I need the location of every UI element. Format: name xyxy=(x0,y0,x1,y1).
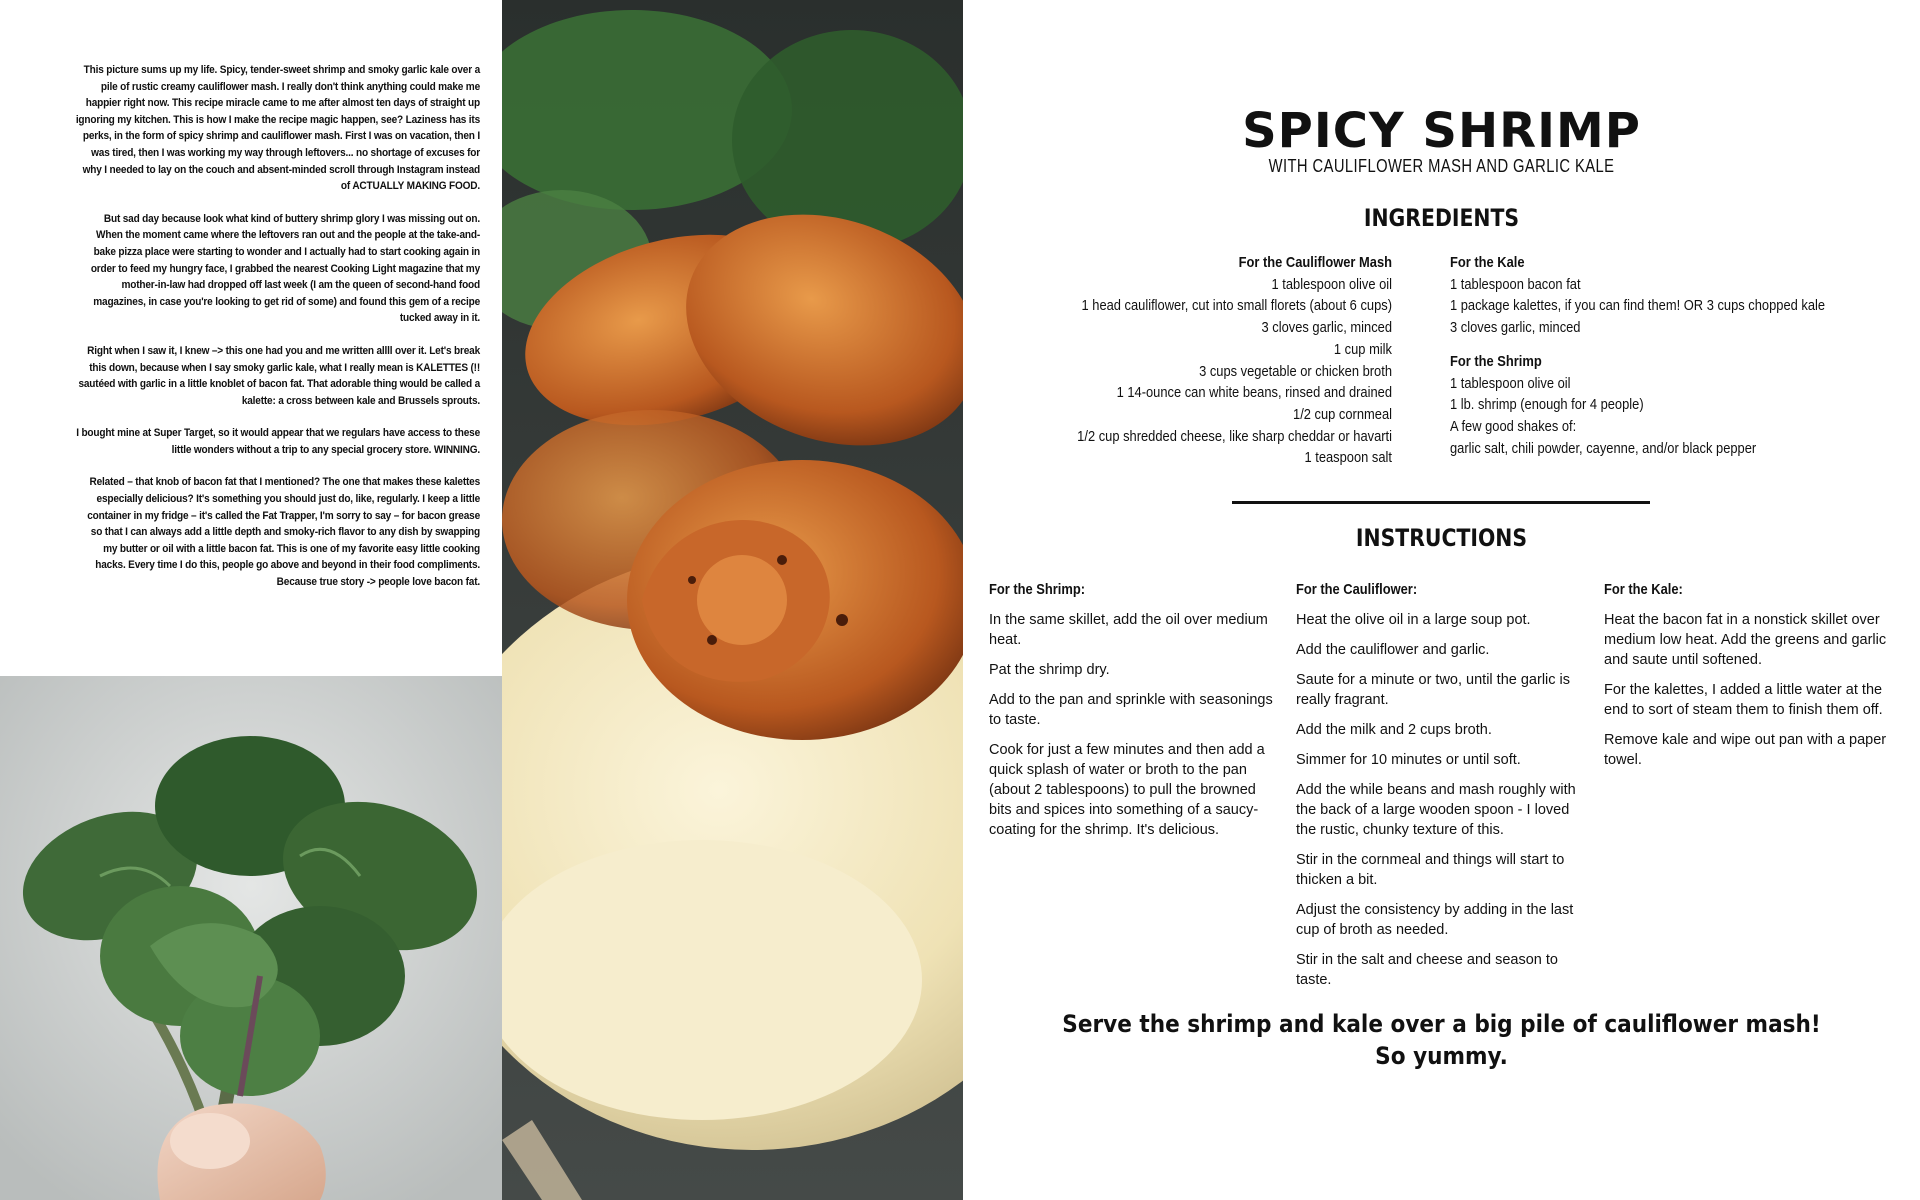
instruction-step: Heat the bacon fat in a nonstick skillet over medium low heat. Add the greens and garlic and saute until softened. xyxy=(1604,612,1887,668)
instruction-column-heading: For the Shrimp: xyxy=(989,581,1086,598)
instruction-step: Stir in the salt and cheese and season to taste. xyxy=(1296,952,1558,988)
ingredient-item: 3 cloves garlic, minced xyxy=(1450,319,1581,337)
serving-line-2: So yummy. xyxy=(1375,1042,1508,1070)
instruction-column-heading: For the Kale: xyxy=(1604,581,1683,598)
serving-note xyxy=(1011,1008,1872,1072)
ingredient-item: 1 head cauliflower, cut into small florets (about 6 cups) xyxy=(1081,297,1392,315)
ingredient-item: garlic salt, chili powder, cayenne, and/or black pepper xyxy=(1450,439,1757,457)
recipe-subtitle: WITH CAULIFLOWER MASH AND GARLIC KALE xyxy=(1268,156,1615,176)
story-paragraph-5: Related – that knob of bacon fat that I mentioned? The one that makes these kalettes especially delicious? It's something you should just do, like, regularly. I keep a little container in my fridge – it's called the Fat Trapper, I'm sorry to say – for bacon grease so that I can always add a little depth and smoky-rich flavor to any dish by swapping my butter or oil with a little bacon fat. This is one of my favorite easy little cooking hacks. Every time I do this, people go above and beyond in their food compliments. Because true story -> people love bacon fat. xyxy=(87,476,480,589)
recipe-page xyxy=(963,0,1920,1200)
instruction-step: Add the cauliflower and garlic. xyxy=(1296,642,1490,658)
instruction-column-heading: For the Cauliflower: xyxy=(1296,581,1418,598)
story-paragraph-3: Right when I saw it, I knew –> this one had you and me written allll over it. Let's break this down, because when I say smoky garlic kale, what I really mean is KALETTES (!! sautéed with garlic in a little knoblet of bacon fat. That adorable thing would be called a kalette: a cross between kale and Brussels sprouts. xyxy=(78,344,481,407)
story-text xyxy=(75,62,480,607)
ingredient-item: 1/2 cup cornmeal xyxy=(1293,405,1392,423)
ingredient-item: 1 lb. shrimp (enough for 4 people) xyxy=(1450,396,1644,414)
ingredient-item: 1 tablespoon olive oil xyxy=(1450,374,1571,392)
story-paragraph-2: But sad day because look what kind of buttery shrimp glory I was missing out on. When the moment came where the leftovers ran out and the people at the take-and-bake pizza place were starting to wonder and I actually had to start cooking again in order to feed my hungry face, I grabbed the nearest Cooking Light magazine that my mother-in-law had dropped off last week (I am the queen of second-hand food magazines, in case you're looking to get rid of some) and found this gem of a recipe tucked away in it. xyxy=(90,212,481,325)
section-divider xyxy=(1232,501,1650,504)
ingredients-heading: INGREDIENTS xyxy=(1363,204,1520,232)
instructions-heading: INSTRUCTIONS xyxy=(1355,524,1528,552)
ingredient-item: 1 14-ounce can white beans, rinsed and drained xyxy=(1116,384,1392,402)
ingredient-item: A few good shakes of: xyxy=(1450,417,1577,435)
ingredient-item: 3 cloves garlic, minced xyxy=(1261,319,1392,337)
instruction-step: Add the milk and 2 cups broth. xyxy=(1296,722,1492,738)
kale-heading: For the Kale xyxy=(1450,254,1525,271)
shrimp-dish-photo xyxy=(502,0,963,1200)
kale-instructions xyxy=(1604,580,1904,780)
instruction-step: Stir in the cornmeal and things will start to thicken a bit. xyxy=(1296,852,1565,888)
instruction-step: Add to the pan and sprinkle with seasonings to taste. xyxy=(989,692,1273,728)
instruction-step: Add the while beans and mash roughly with the back of a large wooden spoon - I loved the rustic, chunky texture of this. xyxy=(1296,782,1576,838)
story-paragraph-1: This picture sums up my life. Spicy, tender-sweet shrimp and smoky garlic kale over a pile of rustic creamy cauliflower mash. I really don't think anything could make me happier right now. This recipe miracle came to me after almost ten days of straight up ignoring my kitchen. This is how I make the recipe magic happen, see? Laziness has its perks, in the form of spicy shrimp and cauliflower mash. First I was on vacation, then I was tired, then I was working my way through leftovers... no shortage of excuses for why I needed to lay on the couch and absent-minded scroll through Instagram instead of ACTUALLY MAKING FOOD. xyxy=(75,64,481,193)
ingredient-item: 1/2 cup shredded cheese, like sharp cheddar or havarti xyxy=(1077,427,1392,445)
instruction-step: Saute for a minute or two, until the garlic is really fragrant. xyxy=(1296,672,1571,708)
cauliflower-instructions xyxy=(1296,580,1596,1000)
story-paragraph-4: I bought mine at Super Target, so it would appear that we regulars have access to these little wonders without a trip to any special grocery store. WINNING. xyxy=(76,427,480,456)
ingredient-item: 1 tablespoon bacon fat xyxy=(1450,275,1581,293)
ingredient-item: 1 tablespoon olive oil xyxy=(1271,275,1392,293)
instruction-step: In the same skillet, add the oil over medium heat. xyxy=(989,612,1268,648)
shrimp-instructions xyxy=(989,580,1289,850)
cauliflower-ingredients xyxy=(952,252,1392,469)
instruction-step: Heat the olive oil in a large soup pot. xyxy=(1296,612,1531,628)
instruction-step: For the kalettes, I added a little water at the end to sort of steam them to finish them off. xyxy=(1604,682,1883,718)
recipe-title: SPICY SHRIMP xyxy=(1242,103,1641,159)
ingredient-item: 1 package kalettes, if you can find them! OR 3 cups chopped kale xyxy=(1450,297,1826,315)
shrimp-heading: For the Shrimp xyxy=(1450,352,1542,370)
ingredient-item: 3 cups vegetable or chicken broth xyxy=(1199,362,1392,380)
instruction-step: Adjust the consistency by adding in the last cup of broth as needed. xyxy=(1296,902,1574,938)
instruction-step: Remove kale and wipe out pan with a paper towel. xyxy=(1604,732,1887,768)
kalette-photo xyxy=(0,676,502,1200)
instruction-step: Pat the shrimp dry. xyxy=(989,662,1110,678)
ingredient-item: 1 teaspoon salt xyxy=(1304,449,1392,467)
instruction-step: Simmer for 10 minutes or until soft. xyxy=(1296,752,1521,768)
kale-shrimp-ingredients xyxy=(1450,252,1890,459)
serving-line-1: Serve the shrimp and kale over a big pile of cauliflower mash! xyxy=(1062,1010,1821,1038)
instruction-step: Cook for just a few minutes and then add a quick splash of water or broth to the pan (about 2 tablespoons) to pull the browned bits and spices into something of a saucy-coating for the shrimp. It's delicious. xyxy=(989,742,1265,838)
cauliflower-heading: For the Cauliflower Mash xyxy=(1238,254,1392,271)
ingredient-item: 1 cup milk xyxy=(1333,340,1392,358)
